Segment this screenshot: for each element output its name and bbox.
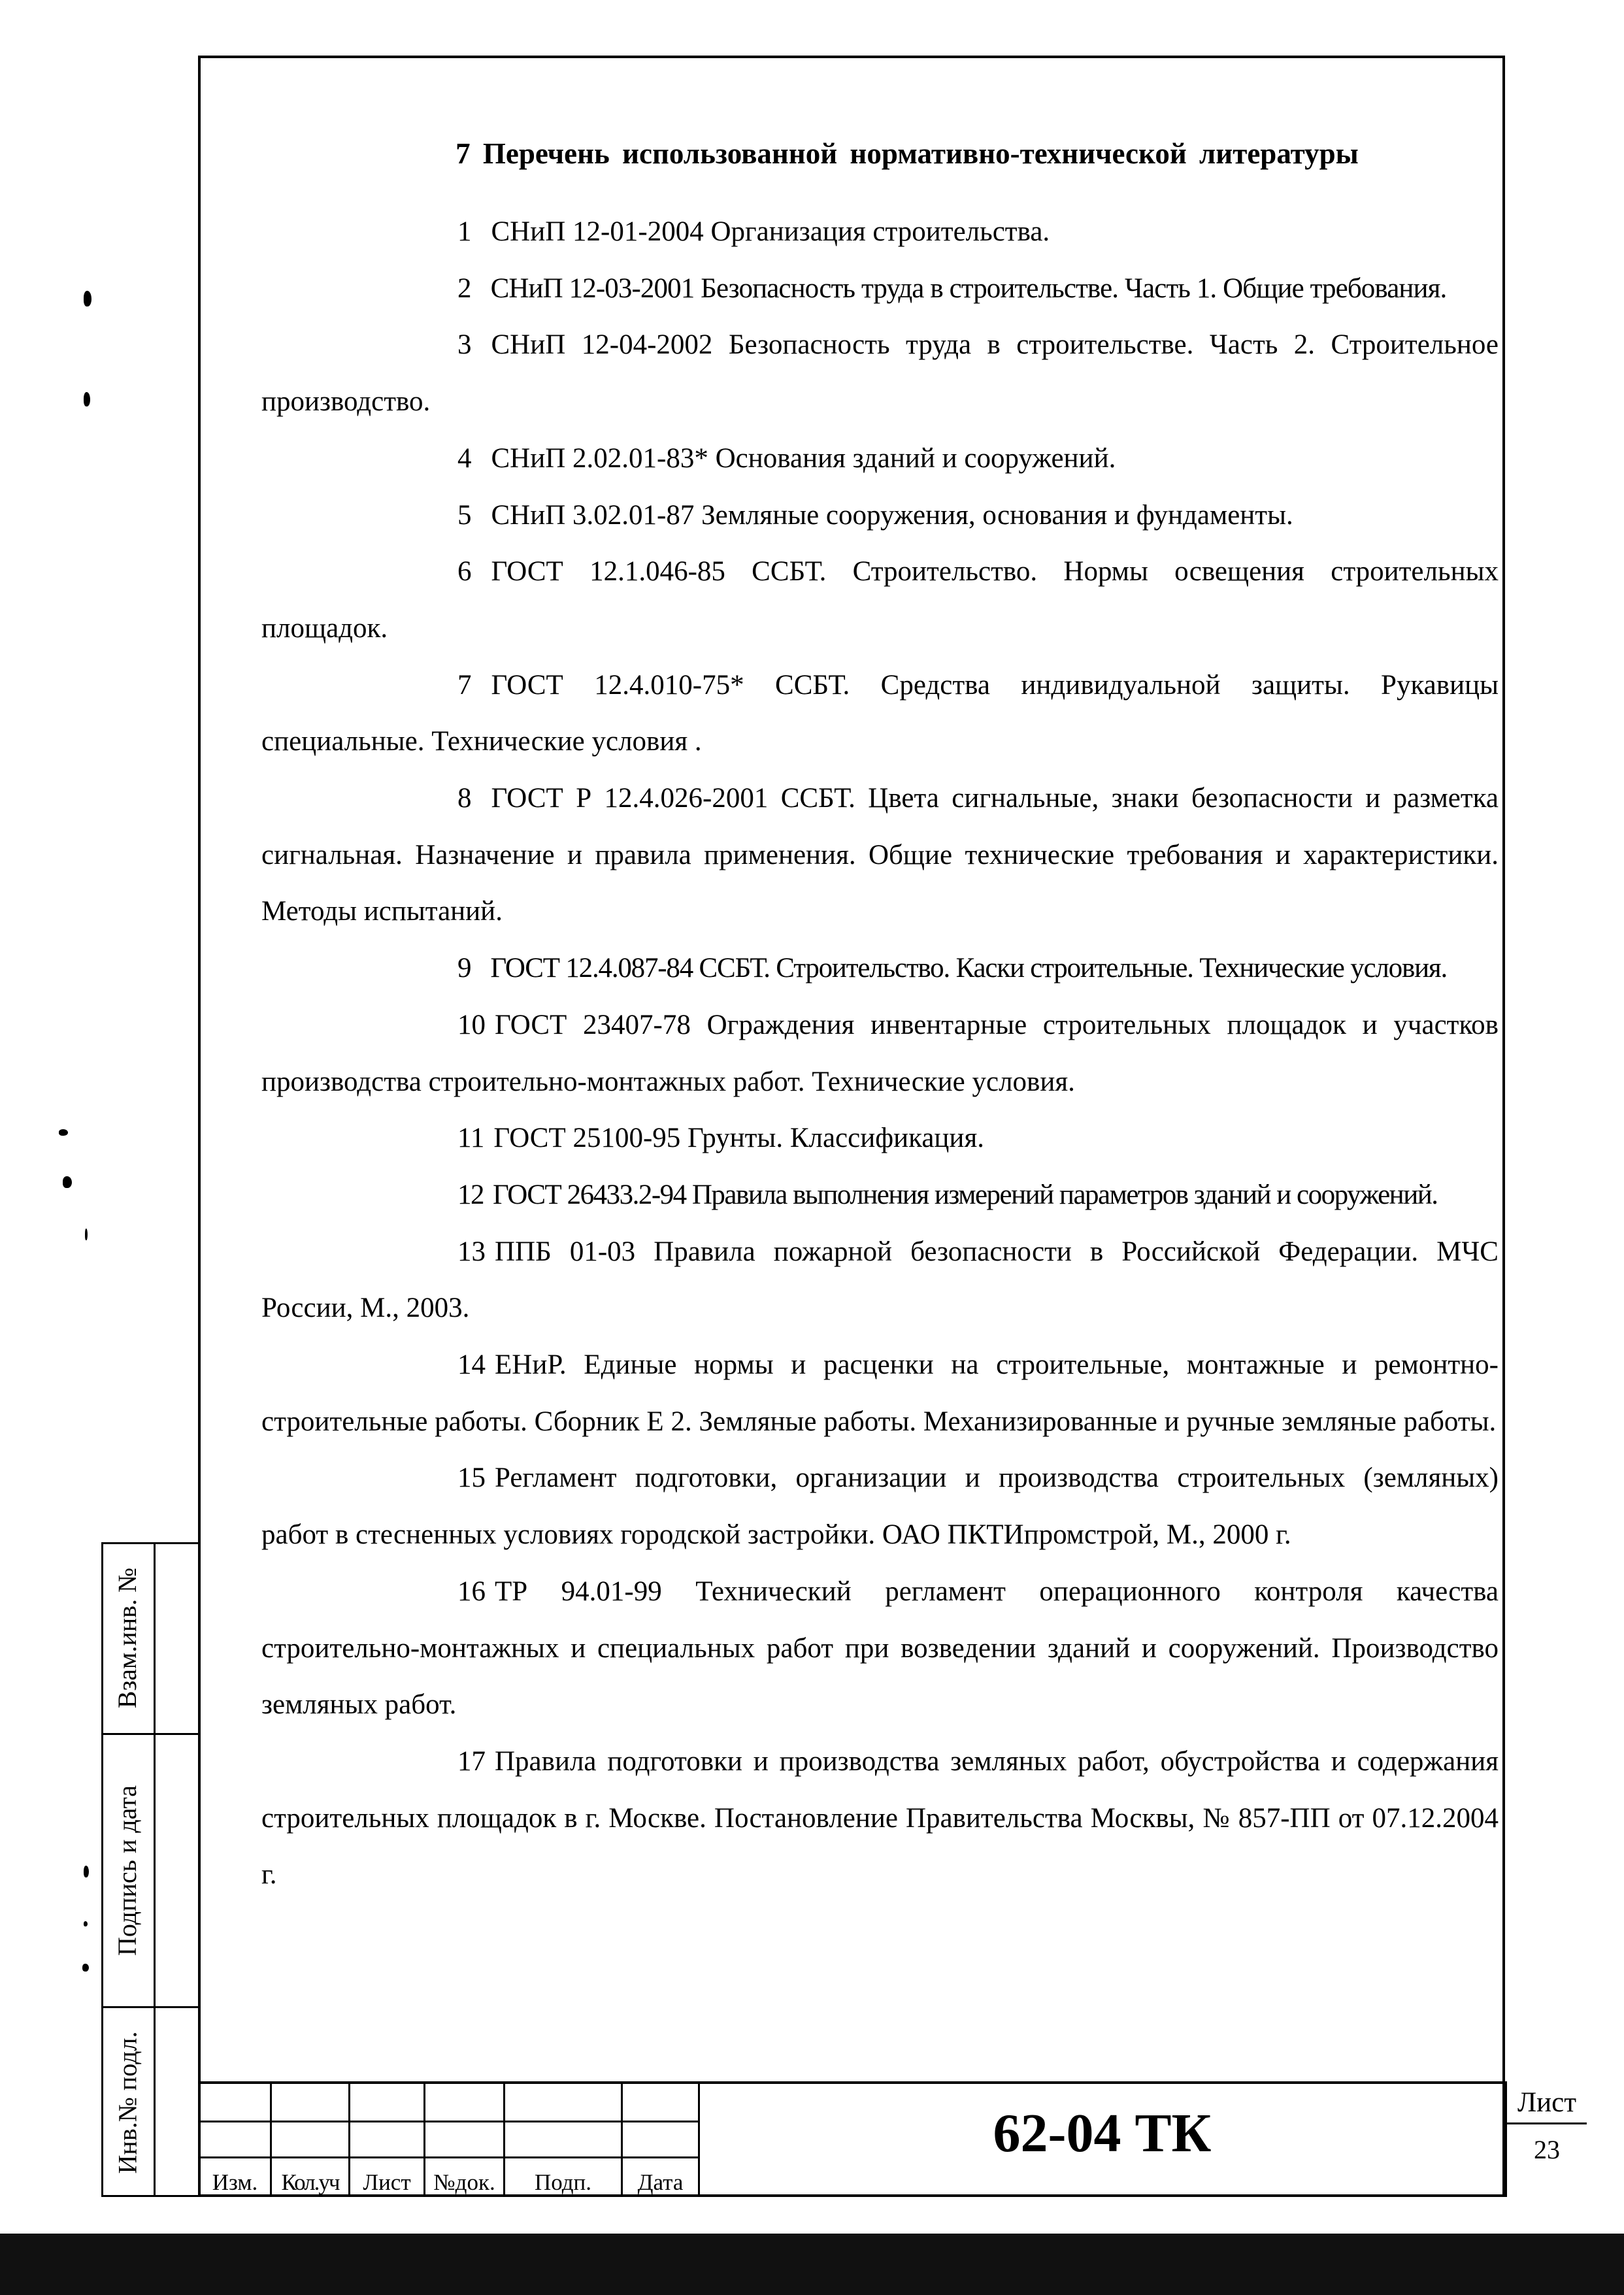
- reference-item: [261, 1450, 1499, 1563]
- sheet-label: Лист: [1517, 2087, 1577, 2118]
- reference-text: СНиП 12-03-2001 Безопасность труда в строительстве. Часть 1. Общие требования.: [490, 272, 1447, 304]
- scan-speck: [82, 1964, 89, 1972]
- reference-item: [261, 1734, 1499, 1904]
- reference-text: ГОСТ 23407-78 Ограждения инвентарные строительных площадок и участков производства строительно-монтажных работ. Технические условия.: [261, 1009, 1499, 1097]
- reference-number: 5: [457, 499, 472, 531]
- signature-date-label: Подпись и дата: [112, 1785, 142, 1957]
- reference-text: ГОСТ 12.1.046-85 ССБТ. Строительство. Нормы освещения строительных площадок.: [261, 556, 1499, 644]
- title-block-row-line: [198, 2156, 699, 2158]
- reference-number: 17: [457, 1745, 486, 1777]
- section-title: 7 Перечень использованной нормативно-технической литературы: [456, 137, 1359, 170]
- title-block-top-line: [198, 2081, 1505, 2084]
- reference-number: 8: [457, 783, 472, 814]
- scan-bottom-edge: [0, 2234, 1624, 2295]
- reference-text: СНиП 2.02.01-83* Основания зданий и сооружений.: [491, 442, 1116, 474]
- reference-number: 15: [457, 1462, 486, 1494]
- reference-item: [261, 487, 1499, 544]
- reference-number: 10: [457, 1009, 486, 1040]
- reference-number: 6: [457, 556, 472, 587]
- sheet-number: 23: [1534, 2135, 1560, 2164]
- col-izm: Изм.: [212, 2170, 258, 2195]
- margin-stamp-divider: [154, 1542, 156, 2197]
- col-podp: Подп.: [534, 2170, 592, 2195]
- reference-number: 7: [457, 669, 472, 701]
- reference-text: ГОСТ 25100-95 Грунты. Классификация.: [493, 1123, 984, 1154]
- reference-item: [261, 1337, 1499, 1450]
- reference-number: 12: [457, 1179, 484, 1210]
- reference-number: 13: [457, 1236, 486, 1267]
- reference-item: [261, 431, 1499, 487]
- reference-text: ППБ 01-03 Правила пожарной безопасности в Российской Федерации. МЧС России, М., 2003.: [261, 1236, 1499, 1324]
- reference-item: [261, 1564, 1499, 1734]
- title-block-sheet-col: [1505, 2081, 1507, 2197]
- col-kol-uch: Кол.уч: [281, 2170, 339, 2195]
- scan-speck: [84, 1866, 89, 1877]
- reference-number: 16: [457, 1576, 486, 1607]
- scan-speck: [85, 1229, 88, 1240]
- scan-speck: [84, 392, 90, 406]
- reference-text: ГОСТ 12.4.087-84 ССБТ. Строительство. Каски строительные. Технические условия.: [490, 953, 1448, 984]
- reference-text: Регламент подготовки, организации и производства строительных (земляных) работ в стесненных условиях городской застройки. ОАО ПКТИпромстрой, М., 2000 г.: [261, 1462, 1499, 1551]
- reference-text: ТР 94.01-99 Технический регламент операционного контроля качества строительно-монтажных и специальных работ при возведении зданий и сооружений. Производство земляных работ.: [261, 1576, 1499, 1721]
- zam-inv-label: Взам.инв. №: [112, 1567, 142, 1708]
- reference-item: [261, 997, 1499, 1110]
- document-code: 62-04 ТК: [993, 2103, 1212, 2164]
- reference-number: 9: [457, 953, 471, 984]
- scan-speck: [84, 1921, 88, 1926]
- title-block-sheet-divider: [1505, 2122, 1587, 2124]
- title-block-row-line: [198, 2121, 699, 2122]
- scan-speck: [63, 1176, 72, 1188]
- col-list: Лист: [363, 2170, 411, 2195]
- scan-speck: [84, 291, 91, 306]
- reference-item: [261, 1224, 1499, 1337]
- reference-number: 2: [457, 272, 471, 304]
- reference-item: [261, 1110, 1499, 1167]
- reference-number: 4: [457, 442, 472, 474]
- reference-item: [261, 1167, 1499, 1224]
- reference-item: [261, 544, 1499, 657]
- reference-text: Правила подготовки и производства земляных работ, обустройства и содержания строительных площадок в г. Москве. Постановление Правительства Москвы, № 857-ПП от 07.12.2004 г.: [261, 1745, 1499, 1890]
- reference-text: ЕНиР. Единые нормы и расценки на строительные, монтажные и ремонтно-строительные работы. Сборник Е 2. Земляные работы. Механизированные и ручные земляные работы.: [261, 1349, 1499, 1437]
- inv-podl-label: Инв.№ подл.: [112, 2031, 142, 2174]
- reference-number: 1: [457, 216, 472, 247]
- reference-number: 3: [457, 329, 472, 361]
- col-ndok: №док.: [433, 2170, 495, 2195]
- reference-number: 14: [457, 1349, 486, 1381]
- reference-item: [261, 657, 1499, 770]
- col-data: Дата: [637, 2170, 684, 2195]
- reference-text: ГОСТ 12.4.010-75* ССБТ. Средства индивидуальной защиты. Рукавицы специальные. Технические условия .: [261, 669, 1499, 757]
- reference-text: СНиП 12-01-2004 Организация строительства.: [491, 216, 1050, 247]
- reference-text: СНиП 12-04-2002 Безопасность труда в строительстве. Часть 2. Строительное производство.: [261, 329, 1499, 418]
- reference-text: СНиП 3.02.01-87 Земляные сооружения, основания и фундаменты.: [491, 499, 1293, 531]
- reference-item: [261, 261, 1499, 318]
- reference-number: 11: [457, 1123, 485, 1154]
- reference-item: [261, 317, 1499, 430]
- reference-item: [261, 204, 1499, 261]
- scan-speck: [59, 1129, 68, 1136]
- reference-item: [261, 940, 1499, 997]
- reference-text: ГОСТ Р 12.4.026-2001 ССБТ. Цвета сигнальные, знаки безопасности и разметка сигнальная. Назначение и правила применения. Общие технические требования и характеристики. Методы испытаний.: [261, 783, 1499, 927]
- reference-text: ГОСТ 26433.2-94 Правила выполнения измерений параметров зданий и сооружений.: [493, 1179, 1438, 1210]
- reference-list: [261, 204, 1499, 1904]
- reference-item: [261, 770, 1499, 940]
